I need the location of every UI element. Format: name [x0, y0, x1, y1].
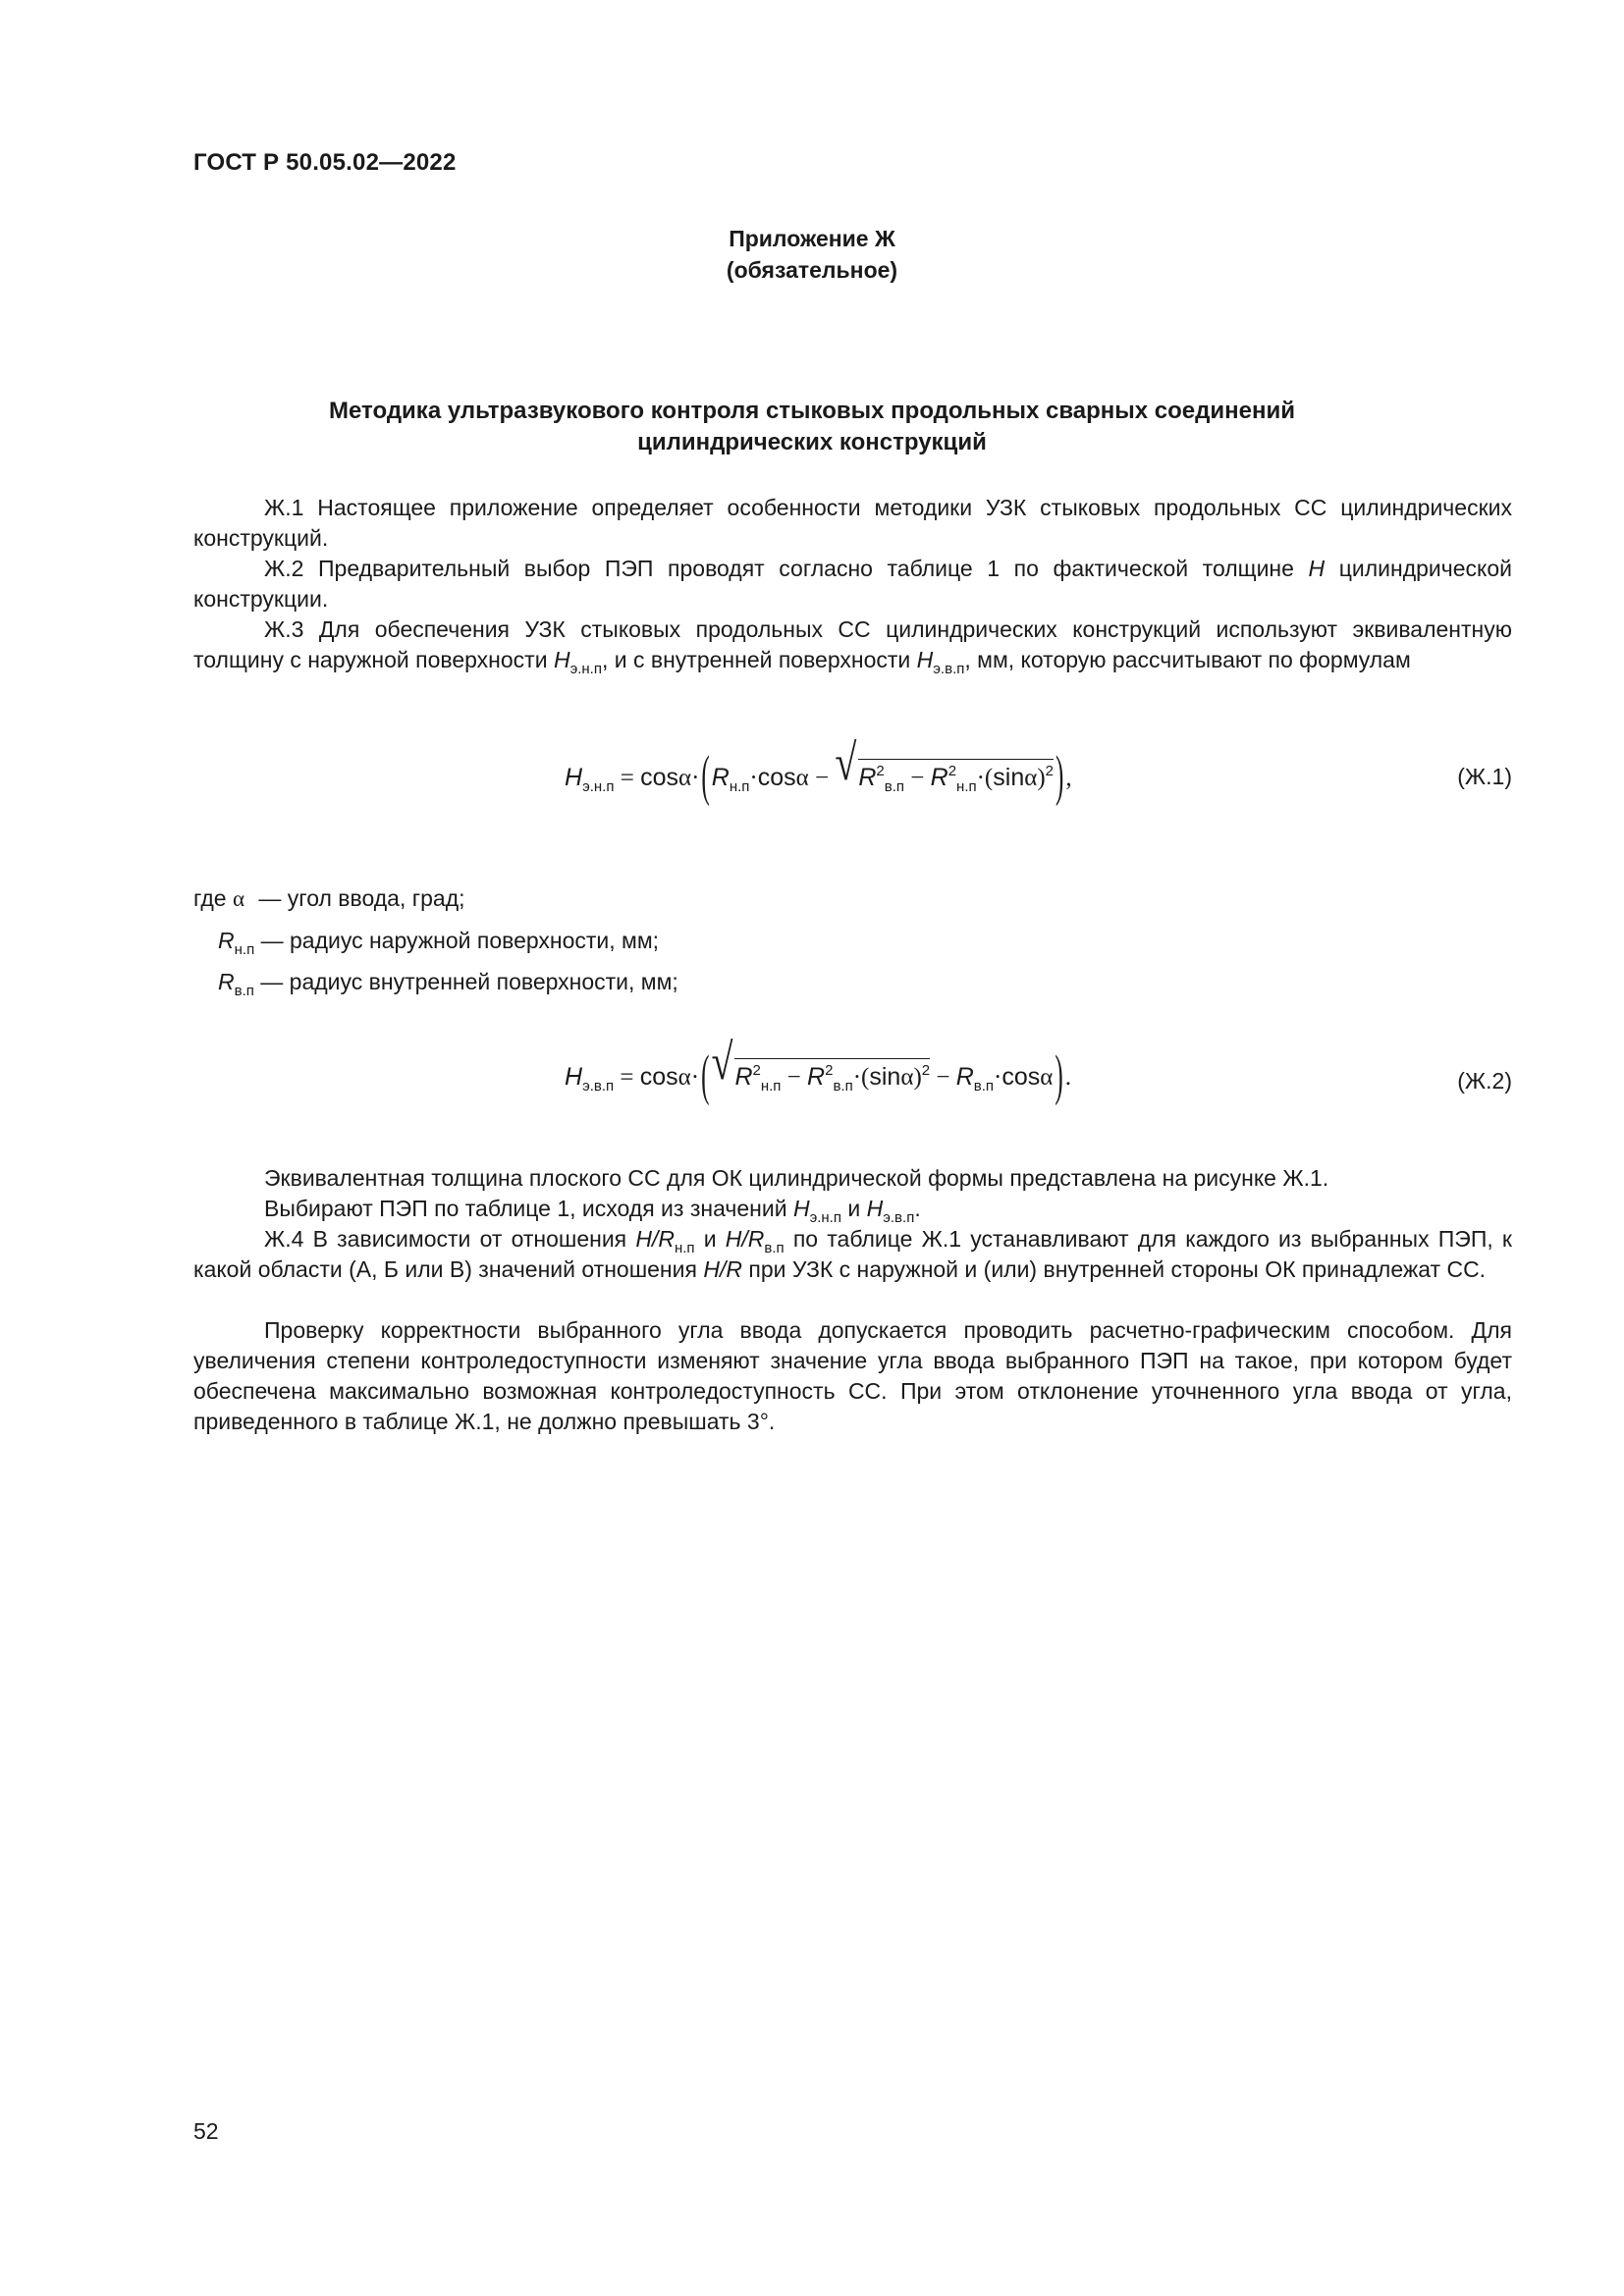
p2-text-b: цилиндрической конструкции.	[193, 556, 1513, 612]
legend-r-inner-desc: — радиус внутренней поверхности, мм;	[260, 969, 678, 994]
f2-r1-sub: н.п	[760, 1078, 782, 1095]
f2-alpha2: α	[900, 1064, 914, 1091]
formula-zh1: $H_{э.н.п} = \cos\alpha\cdot(R_{н.п}\cdot\cos\alpha$ − √ $R^2_{в.п} - R^2_{н.п}\cdot(\sin\alpha)^2$),	[565, 733, 1072, 808]
p3-text-b: , и с внутренней поверхности	[601, 647, 917, 672]
p3-text-c: , мм, которую рассчитывают по формулам	[964, 647, 1411, 672]
document-code: ГОСТ Р 50.05.02—2022	[193, 149, 457, 176]
p6-ratio1: H/R	[635, 1226, 675, 1252]
p5-text-a: Выбирают ПЭП по таблице 1, исходя из значений	[264, 1196, 793, 1221]
p3-var-h2-sub: э.в.п	[933, 661, 965, 677]
method-title-line2: цилиндрических конструкций	[637, 429, 987, 455]
legend-r-outer	[218, 928, 660, 958]
f2-sqrt: √ $R^2_{н.п} - R^2_{в.п}\cdot(\sin\alpha)^2 - R_{в.п}\cdot\cos\alpha$).	[711, 1033, 1071, 1107]
f2-r2-sub: в.п	[833, 1078, 853, 1095]
annex-title: Приложение Ж	[729, 226, 895, 251]
f1-cos: cos	[640, 764, 678, 791]
f1-r1-sub: н.п	[729, 778, 750, 795]
f1-sin-sq: 2	[1045, 763, 1055, 779]
p6-text-b: по таблице Ж.1 устанавливают для каждого из выбранных ПЭП, к какой области (А, Б или В) значений отношения	[193, 1226, 1512, 1282]
f2-r3-sub: в.п	[973, 1078, 995, 1095]
f2-r1-sq: 2	[752, 1062, 761, 1079]
f1-sin: sin	[993, 764, 1025, 791]
f1-r2-sub: в.п	[884, 778, 905, 795]
f2-alpha: α	[677, 1064, 691, 1091]
paragraph-equivalent-thickness: Эквивалентная толщина плоского СС для ОК цилиндрической формы представлена на рисунке Ж.1.	[264, 1165, 1329, 1191]
f2-r2-sq: 2	[825, 1062, 834, 1079]
f1-r2-sq: 2	[876, 763, 885, 779]
legend-alpha	[193, 885, 465, 912]
equation-number-zh2: (Ж.2)	[1457, 1068, 1512, 1094]
f1-alpha: α	[677, 765, 692, 791]
f1-alpha3: α	[1024, 765, 1038, 791]
p6-ratio2: H/R	[725, 1226, 765, 1252]
f1-lhs: H	[565, 764, 583, 791]
p3-var-h1-sub: э.н.п	[569, 661, 602, 677]
paragraph-zh3	[193, 614, 1512, 675]
f1-cos2: cos	[757, 764, 796, 791]
paragraph-select-pep	[193, 1194, 1512, 1224]
p5-var-h1: H	[792, 1196, 810, 1221]
p3-var-h1: H	[553, 647, 570, 672]
f2-cos: cos	[639, 1063, 678, 1091]
legend-where: где	[193, 885, 227, 911]
legend-r-inner-sub: в.п	[234, 983, 254, 999]
p5-var-h1-sub: э.н.п	[809, 1209, 841, 1226]
legend-r-inner	[218, 969, 678, 999]
f2-sin-sq: 2	[921, 1062, 931, 1079]
f2-sin: sin	[869, 1063, 901, 1091]
p6-ratio3: H/R	[703, 1256, 742, 1282]
f2-cos2: cos	[1001, 1063, 1041, 1091]
f1-r3: R	[930, 764, 948, 791]
p5-and: и	[840, 1196, 867, 1221]
equation-number-zh1: (Ж.1)	[1457, 764, 1512, 789]
f1-sqrt: √ $R^2_{в.п} - R^2_{н.п}\cdot(\sin\alpha)^2$),	[835, 733, 1072, 808]
legend-alpha-desc: — угол ввода, град;	[258, 885, 465, 911]
p5-end: .	[914, 1196, 921, 1221]
f2-r2: R	[807, 1063, 826, 1091]
p5-var-h2: H	[866, 1196, 884, 1221]
p6-text-c: при УЗК с наружной и (или) внутренней стороны ОК принадлежат СС.	[741, 1256, 1487, 1282]
p3-text-a: Ж.3 Для обеспечения УЗК стыковых продольных СС цилиндрических конструкций используют эквивалентную толщину с наружной поверхности	[193, 616, 1512, 672]
legend-r-outer-desc: — радиус наружной поверхности, мм;	[260, 928, 660, 953]
f2-r3: R	[955, 1063, 974, 1091]
f1-r1: R	[711, 764, 730, 791]
f1-lhs-sub: э.н.п	[582, 778, 615, 795]
paragraph-zh2	[193, 554, 1512, 614]
f1-r2: R	[858, 764, 877, 791]
formula-zh2: $H_{э.в.п} = \cos\alpha\cdot$( √ $R^2_{н.п} - R^2_{в.п}\cdot(\sin\alpha)^2 - R_{в.п}\cdot\cos\alpha$).	[565, 1033, 1071, 1107]
p6-ratio2-sub: в.п	[764, 1240, 785, 1256]
legend-r-outer-sub: н.п	[234, 941, 255, 958]
f2-alpha3: α	[1040, 1064, 1054, 1091]
page-number: 52	[193, 2118, 219, 2144]
p6-and: и	[694, 1226, 726, 1252]
paragraph-angle-check: Проверку корректности выбранного угла ввода допускается проводить расчетно-графическим способом. Для увеличения степени контроледоступности изменяют значение угла ввода выбранного ПЭП на такое, при котором будет обеспечена максимально возможная контроледоступность СС. При этом отклонение уточненного угла ввода от угла, приведенного в таблице Ж.1, не должно превышать 3°.	[193, 1317, 1512, 1434]
f1-r3-sq: 2	[947, 763, 957, 779]
f2-lhs: H	[565, 1063, 583, 1091]
p2-var-h: H	[1308, 556, 1326, 581]
p6-text-a: Ж.4 В зависимости от отношения	[264, 1226, 636, 1252]
annex-status: (обязательное)	[726, 257, 898, 283]
p2-text-a: Ж.2 Предварительный выбор ПЭП проводят согласно таблице 1 по фактической толщине	[264, 556, 1309, 581]
p5-var-h2-sub: э.в.п	[883, 1209, 915, 1226]
paragraph-zh1: Ж.1 Настоящее приложение определяет особенности методики УЗК стыковых продольных СС цилиндрических конструкций.	[193, 495, 1512, 551]
paragraph-zh4	[193, 1224, 1512, 1285]
legend-r-outer-symbol: R	[218, 928, 235, 953]
method-title	[0, 396, 1624, 458]
legend-alpha-symbol: α	[232, 886, 245, 911]
legend-r-inner-symbol: R	[218, 969, 235, 994]
f2-r1: R	[734, 1063, 753, 1091]
f2-lhs-sub: э.в.п	[582, 1078, 615, 1095]
f1-r3-sub: н.п	[956, 778, 977, 795]
p3-var-h2: H	[916, 647, 934, 672]
p6-ratio1-sub: н.п	[674, 1240, 695, 1256]
method-title-line1: Методика ультразвукового контроля стыковых продольных сварных соединений	[329, 398, 1295, 424]
f1-alpha2: α	[795, 765, 809, 791]
